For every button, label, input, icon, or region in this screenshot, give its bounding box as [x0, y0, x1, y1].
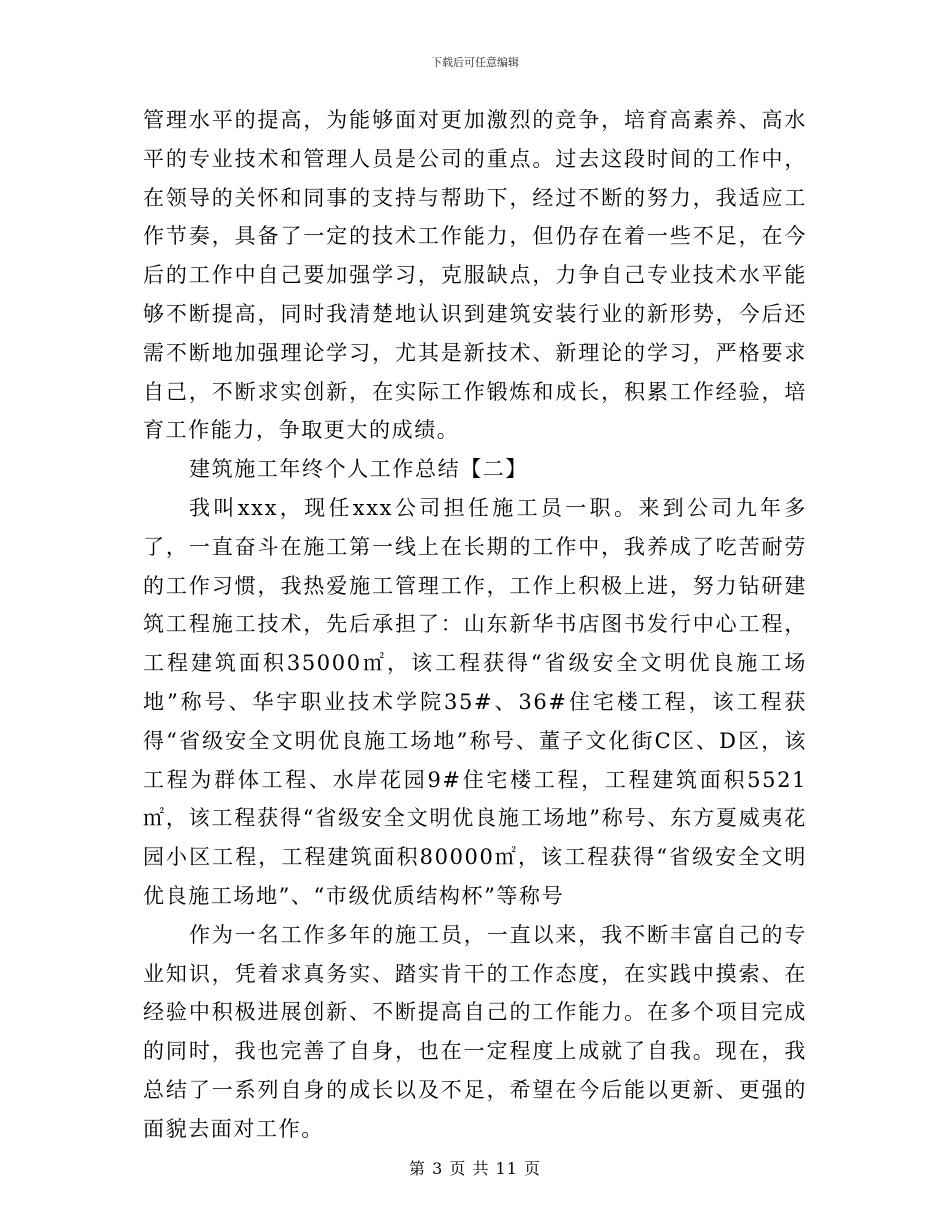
paragraph-continuation: 管理水平的提高，为能够面对更加激烈的竞争，培育高素养、高水平的专业技术和管理人员是公司的重点。过去这段时间的工作中，在领导的关怀和同事的支持与帮助下，经过不断的努力，我适应工作节奏，具备了一定的技术工作能力，但仍存在着一些不足，在今后的工作中自己要加强学习，克服缺点，力争自己专业技术水平能够不断提高，同时我清楚地认识到建筑安装行业的新形势，今后还需不断地加强理论学习，尤其是新技术、新理论的学习，严格要求自己，不断求实创新，在实际工作锻炼和成长，积累工作经验，培育工作能力，争取更大的成绩。: [143, 108, 807, 443]
page-header: 下载后可任意编辑: [431, 56, 519, 69]
document-body: [143, 101, 807, 1149]
paragraph-summary: 作为一名工作多年的施工员，一直以来，我不断丰富自己的专业知识，凭着求真务实、踏实肯干的工作态度，在实践中摸索、在经验中积极进展创新、不断提高自己的工作能力。在多个项目完成的同时，我也完善了自身，也在一定程度上成就了自我。现在，我总结了一系列自身的成长以及不足，希望在今后能以更新、更强的面貌去面对工作。: [143, 922, 807, 1141]
section-heading: 建筑施工年终个人工作总结【二】: [189, 457, 528, 482]
page-number: 第 3 页 共 11 页: [409, 1159, 541, 1178]
paragraph-introduction: 我叫xxx，现任xxx公司担任施工员一职。来到公司九年多了，一直奋斗在施工第一线上在长期的工作中，我养成了吃苦耐劳的工作习惯，我热爱施工管理工作，工作上积极上进，努力钻研建筑工程施工技术，先后承担了：山东新华书店图书发行中心工程，工程建筑面积35000㎡，该工程获得“省级安全文明优良施工场地”称号、华宇职业技术学院35#、36#住宅楼工程，该工程获得“省级安全文明优良施工场地”称号、董子文化街C区、D区，该工程为群体工程、水岸花园9#住宅楼工程，工程建筑面积5521㎡，该工程获得“省级安全文明优良施工场地”称号、东方夏威夷花园小区工程，工程建筑面积80000㎡，该工程获得“省级安全文明优良施工场地”、“市级优质结构杯”等称号: [143, 495, 807, 908]
